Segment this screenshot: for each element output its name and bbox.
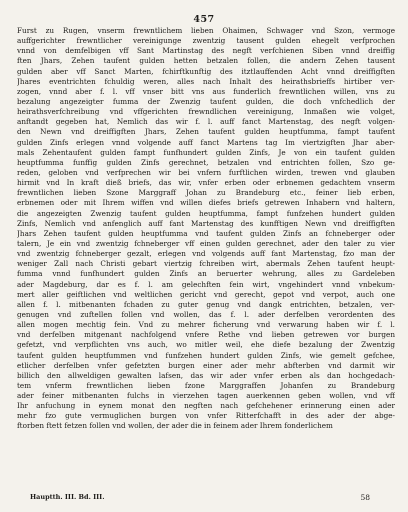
text-line: ader feiner mitbenanten fulchs in vierzehen tagen auerkennen geben wollen, vnd vff xyxy=(17,391,395,401)
text-line: fumma vnnd funfhundert gulden Zinfs an beruerter wehrung, alles zu Gardeleben xyxy=(17,269,395,279)
footer-volume-reference: Hauptth. III. Bd. III. xyxy=(30,493,105,501)
text-line: heirathsverfchreibung vnd vffgerichten frewndlichen vereinigung, Inmaßen wie volget, xyxy=(17,107,395,117)
text-line: heuptfumma funffig gulden Zinfs gerechnet, betzalen vnd entrichten follen, Szo ge- xyxy=(17,157,395,167)
text-line: Zinfs, Nemlich vnd anfenglich auff fant Martenstag des kunfftigen Newn vnd dreiffigften xyxy=(17,218,395,228)
text-line: taufent gulden heuptfummen vnd funfzehen hundert gulden Zinfs, wie gemelt gefchee, xyxy=(17,350,395,360)
text-line: auffgerichter frewntlicher vereinigunge zwentzig tausent gulden ehegelt verfprochen xyxy=(17,36,395,46)
text-line: bezalung angezeigter fumma der Zwenzig taufent gulden, die doch vnfchedlich der xyxy=(17,96,395,106)
text-line: billich den allweldigen gewalten lafsen, das wir ader vnfer erben als dan hochgedach- xyxy=(17,370,395,380)
text-line: Furst zu Rugen, vnserm frewntlichem lieben Ohaimen, Schwager vnd Szon, vermoge xyxy=(17,26,395,35)
text-line: hirmit vnd In kraft dieß briefs, das wir, vnfer erben oder erbnemen gedachtem vnserm xyxy=(17,178,395,188)
text-line: Ihr anfuchung in eynem monat den negften nach gefchehener erinnerung einen ader xyxy=(17,401,395,411)
text-line: gulden aber vff Sanct Marten, fchirftkunftig des itztlauffenden Acht vnnd dreiffigften xyxy=(17,66,395,76)
text-line: vnd zwentzig fchneberger gezalt, erlegen vnd volgends auff fant Martenstag, fzo man der xyxy=(17,249,395,259)
text-line: mert aller geiftlichen vnd weltlichen gericht vnd gerecht, gepot vnd verpot, auch one xyxy=(17,289,395,299)
text-line: tem vnferm frewntlichen lieben fzone Marggraffen Johanfen zu Brandeburg xyxy=(17,380,395,390)
page-footer xyxy=(30,493,370,502)
text-line: gefetzt, vnd verpflichten vns auch, wo mitler weil, ehe diefe bezalung der Zwentzig xyxy=(17,340,395,350)
text-line: gulden Zinfs erlegen vnnd volgende auff fanct Martens tag Im viertzigften Jhar aber- xyxy=(17,137,395,147)
footer-signature-number: 58 xyxy=(360,493,370,502)
text-line: die angezeigten Zwenzig taufent gulden heuptfumma, fampt funfzehen hundert gulden xyxy=(17,208,395,218)
text-line: vnd derfelben mitgenant nachfolgend vnfere Rethe vnd lieben getrewen vor burgen xyxy=(17,330,395,340)
text-line: Jhars Zehen taufent gulden heuptfumma vnd taufent gulden Zinfs an fchneberger oder xyxy=(17,228,395,238)
text-line: genugen vnd zuftellen follen vnd wollen, das f. l. ader derfelben verordenten des xyxy=(17,309,395,319)
text-line: ften Jhars, Zehen taufent gulden hetten betzalen follen, die andern Zehen tausent xyxy=(17,56,395,66)
text-line: erbnemen oder mit Ihrem wiffen vnd willen diefes briefs getrewen Inhabern vnd haltern, xyxy=(17,198,395,208)
text-line: zogen, vnnd aber f. l. vff vnser bitt vns aus funderlich frewntlichen willen, vns zu xyxy=(17,86,395,96)
body-text xyxy=(17,26,395,432)
text-line: etlicher derfelben vnfer gefetzten burgen einer ader mehr abfterben vnd darmit wir xyxy=(17,360,395,370)
text-line: mals Zehentaufent gulden fampt funfhundert gulden Zinfs, Je von ein taufent gulden xyxy=(17,147,395,157)
text-line: talern, Je ein vnd zwentzig fchneberger vff einen gulden gerechnet, ader den taler zu vier xyxy=(17,238,395,248)
text-line: den Newn vnd dreiffigften Jhars, Zehen taufent gulden heuptfumma, fampt taufent xyxy=(17,127,395,137)
text-line: mehr fzo gute vermuglichen burgen von vnfer Ritterfchafft in des ader der abge- xyxy=(17,411,395,421)
text-line: allen mogen mechtig fein. Vnd zu mehrer ficherung vnd verwarung haben wir f. l. xyxy=(17,320,395,330)
text-line: anftandt gegeben hat, Nemlich das wir f. l. auff fanct Martenstag, des negft volgen- xyxy=(17,117,395,127)
text-line: frewntlichen lieben Szone Marggraff Johan zu Brandeburg etc., feiner lieb erben, xyxy=(17,188,395,198)
text-line: vnnd von demfelbigen vff Sant Martinstag des negft verfchienen Siben vnnd dreiffig xyxy=(17,46,395,56)
text-line: ftorben ftett fetzen follen vnd wollen, der ader die in feinem ader Ihrem fonderlichem xyxy=(17,421,333,431)
page-number: 457 xyxy=(193,14,215,25)
text-line: ader Magdeburg, dar es f. l. am gelechften fein wirt, vngehindert vnnd vnbekum- xyxy=(17,279,395,289)
text-line: Jhares eventrichten fchuldig weren, alles nach Inhalt des heirathsbrieffs hirtiber ver- xyxy=(17,76,395,86)
text-line: reden, geloben vnd verfprechen wir bei vnfern furftlichen wirden, trewen vnd glauben xyxy=(17,167,395,177)
text-line: allen f. l. mitbenanten fchaden zu guter genug vnd dangk entrichten, betzalen, ver- xyxy=(17,299,395,309)
text-line: weniger Zall nach Christi gebart viertzig fchreiben wirt, abermals Zehen taufent heupt- xyxy=(17,259,395,269)
